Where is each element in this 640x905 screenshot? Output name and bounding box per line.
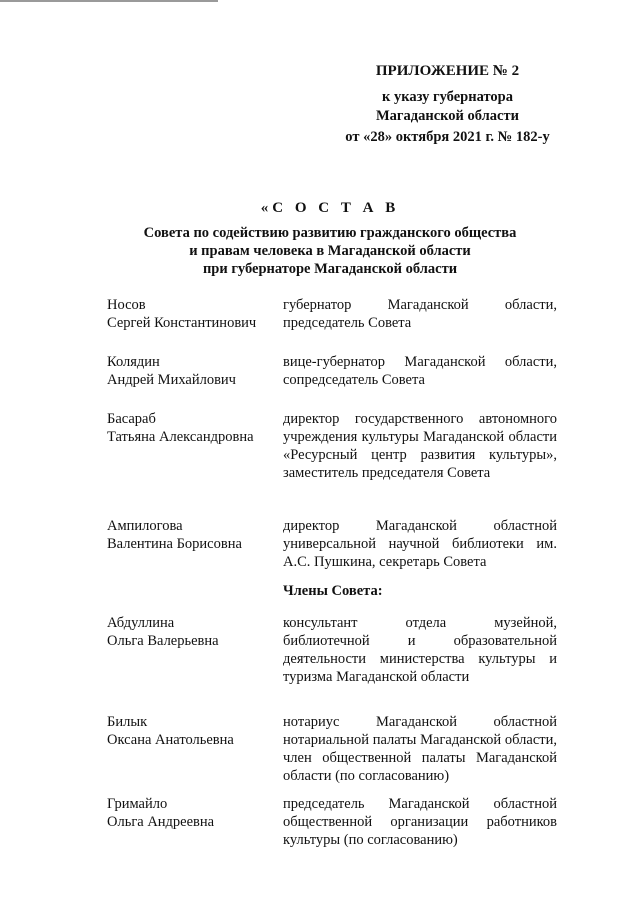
members-heading: Члены Совета: bbox=[283, 583, 383, 599]
member-role: директор Магаданской областной универсальной научной библиотеки им. А.С. Пушкина, секретарь Совета bbox=[283, 518, 557, 570]
member-role: вице-губернатор Магаданской области, сопредседатель Совета bbox=[283, 354, 557, 388]
member-role: нотариус Магаданской областной нотариальной палаты Магаданской области, член общественной палаты Магаданской области (по согласованию) bbox=[283, 714, 557, 784]
appendix-title: ПРИЛОЖЕНИЕ № 2 bbox=[375, 63, 520, 79]
member-role: губернатор Магаданской области, председатель Совета bbox=[283, 297, 557, 331]
member-role: консультант отдела музейной, библиотечной и образовательной деятельности министерства культуры и туризма Магаданской области bbox=[283, 615, 557, 685]
appendix-decree-reference: к указу губернатора Магаданской области bbox=[376, 89, 519, 124]
member-name: Носов Сергей Константинович bbox=[107, 297, 257, 331]
member-name: Билык Оксана Анатольевна bbox=[107, 714, 234, 748]
document-title: «С О С Т А В bbox=[260, 200, 400, 216]
document-subtitle: Совета по содействию развитию гражданского общества и правам человека в Магаданской области при губернаторе Магаданской области bbox=[143, 225, 517, 277]
member-name: Басараб Татьяна Александровна bbox=[107, 411, 254, 445]
member-name: Абдуллина Ольга Валерьевна bbox=[107, 615, 219, 649]
member-name: Колядин Андрей Михайлович bbox=[107, 354, 236, 388]
member-name: Ампилогова Валентина Борисовна bbox=[107, 518, 242, 552]
member-role: директор государственного автономного учреждения культуры Магаданской области «Ресурсный центр развития культуры», заместитель председателя Совета bbox=[283, 411, 557, 481]
member-role: председатель Магаданской областной общественной организации работников культуры (по согласованию) bbox=[283, 796, 557, 848]
appendix-decree-date: от «28» октября 2021 г. № 182-у bbox=[345, 129, 550, 145]
member-name: Гримайло Ольга Андреевна bbox=[107, 796, 215, 830]
scan-edge-line bbox=[0, 0, 218, 2]
